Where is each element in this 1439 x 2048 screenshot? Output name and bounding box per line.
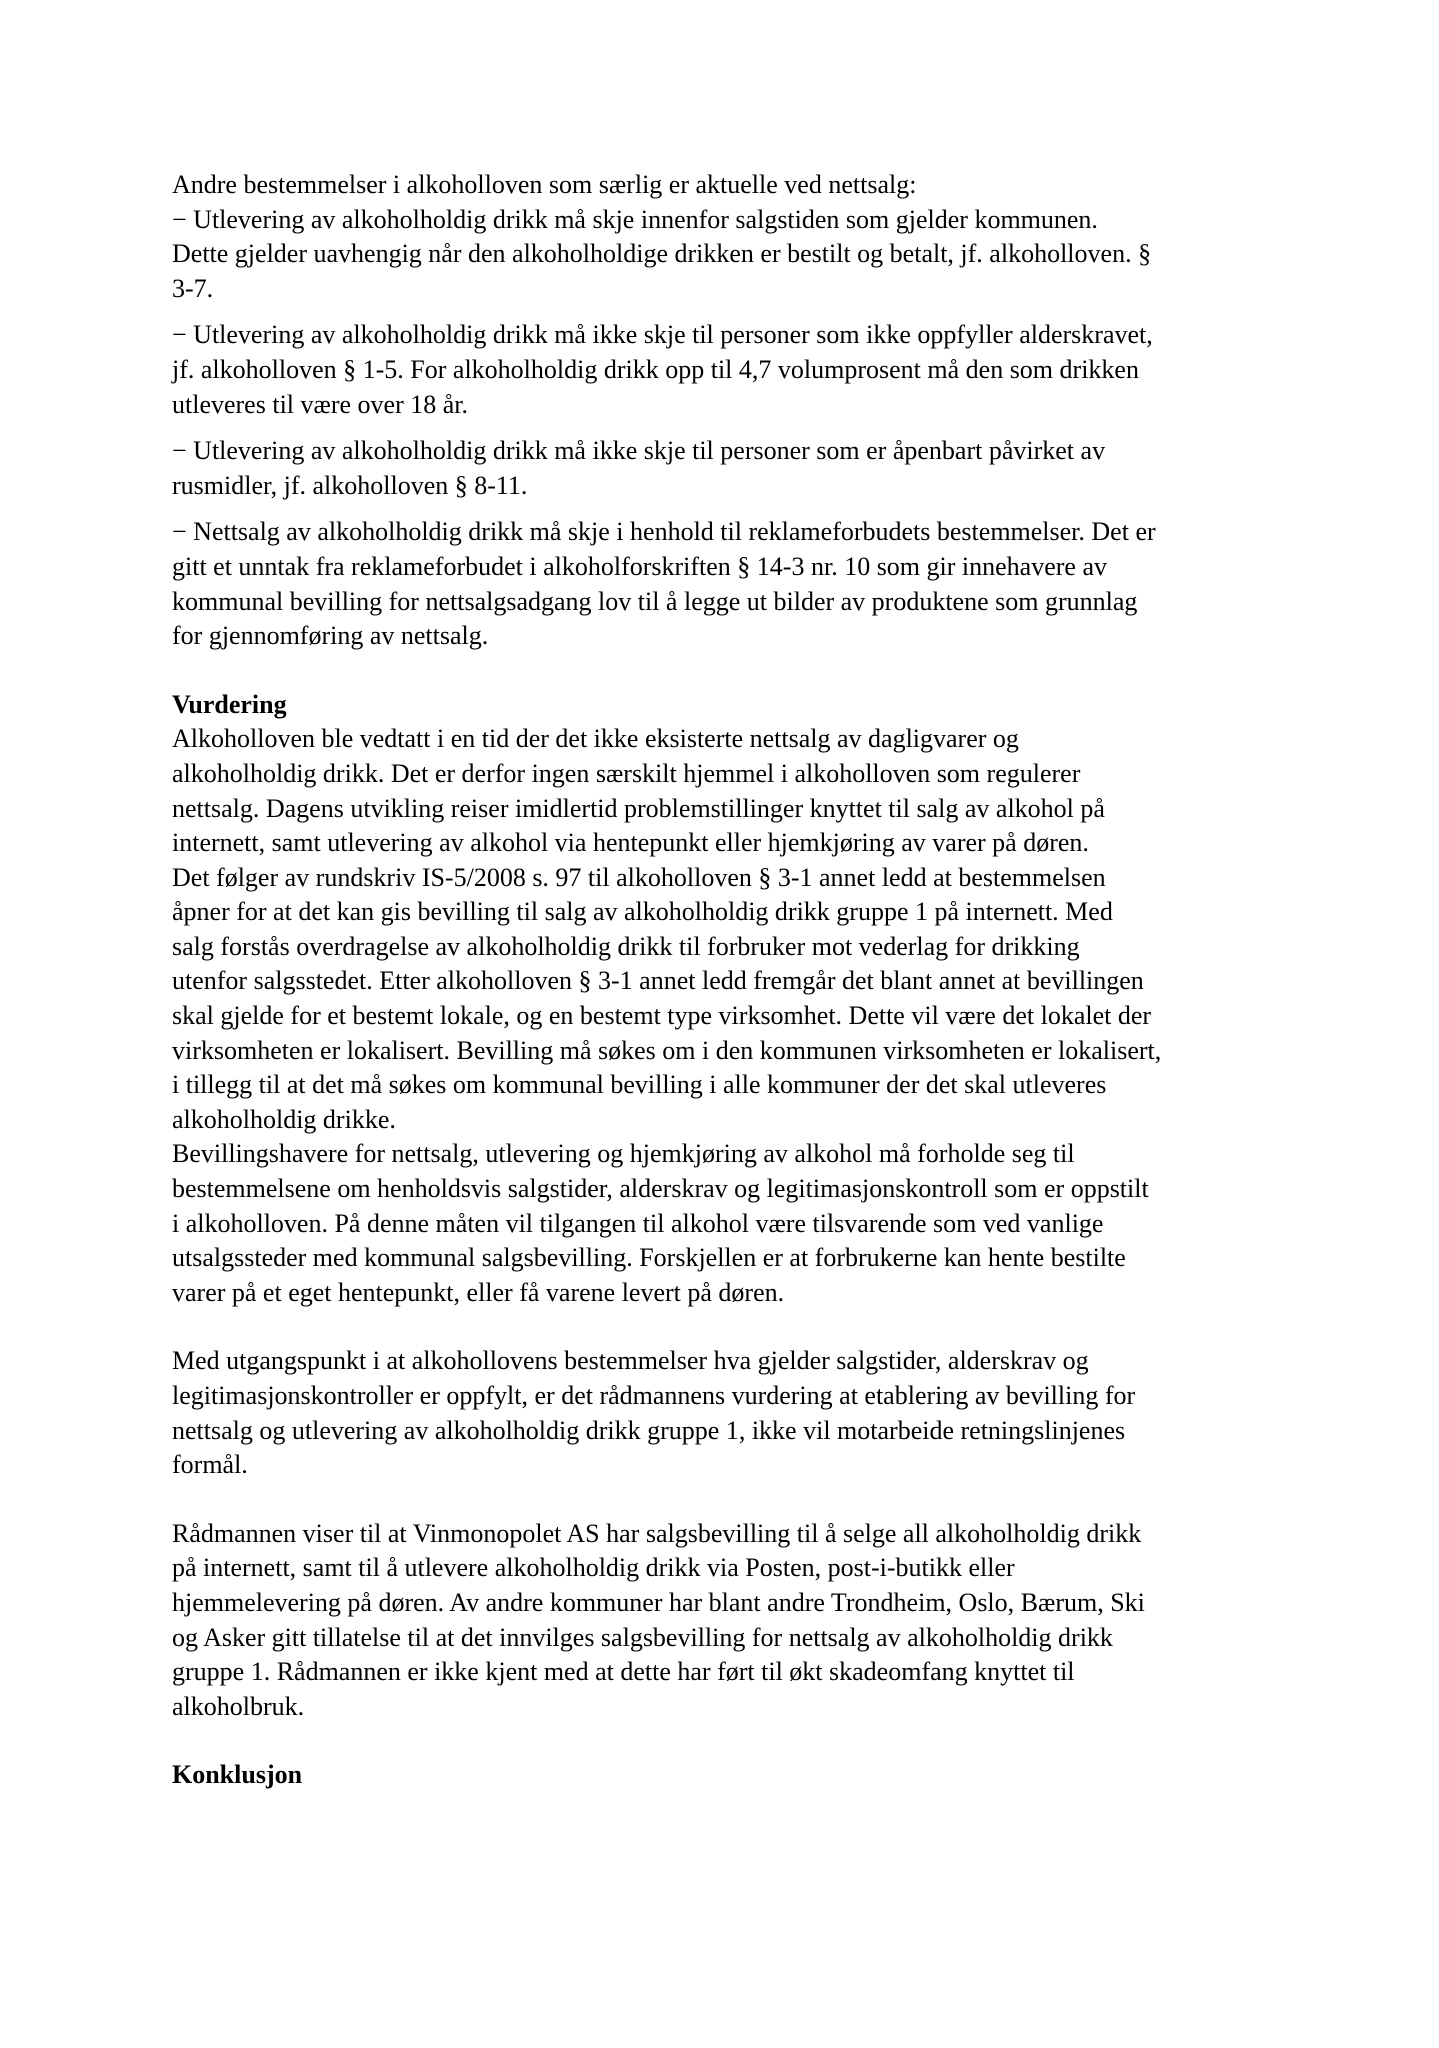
text-line: bestemmelsene om henholdsvis salgstider, alderskrav og legitimasjonskontroll som er oppstilt [172, 1174, 1149, 1204]
text-line: og Asker gitt tillatelse til at det innvilges salgsbevilling for nettsalg av alkoholholdig drikk [172, 1622, 1113, 1652]
text-line: nettsalg og utlevering av alkoholholdig drikk gruppe 1, ikke vil motarbeide retningslinjenes [172, 1415, 1126, 1445]
text-line: jf. alkoholloven § 1-5. For alkoholholdig drikk opp til 4,7 volumprosent må den som drikken [172, 354, 1139, 384]
text-line: rusmidler, jf. alkoholloven § 8-11. [172, 470, 528, 500]
text-line: utenfor salgsstedet. Etter alkoholloven § 3-1 annet ledd fremgår det blant annet at bevillingen [172, 966, 1144, 996]
text-line: Andre bestemmelser i alkoholloven som særlig er aktuelle ved nettsalg: [172, 170, 917, 199]
text-line: i tillegg til at det må søkes om kommunal bevilling i alle kommuner der det skal utleveres [172, 1070, 1107, 1100]
intro-paragraph [172, 168, 1282, 306]
text-line: 3-7. [172, 273, 214, 303]
paragraph-vinmonopolet [172, 1517, 1282, 1725]
text-line: på internett, samt til å utlevere alkoholholdig drikk via Posten, post-i-butikk eller [172, 1553, 1015, 1583]
bullet-age-requirement [172, 318, 1282, 422]
text-line: skal gjelde for et bestemt lokale, og en bestemt type virksomhet. Dette vil være det lokalet der [172, 1001, 1152, 1031]
text-line: Med utgangspunkt i at alkohollovens bestemmelser hva gjelder salgstider, alderskrav og [172, 1346, 1089, 1376]
text-line: for gjennomføring av nettsalg. [172, 621, 489, 651]
text-line: alkoholholdig drikke. [172, 1104, 396, 1134]
text-line: formål. [172, 1450, 248, 1480]
text-line: alkoholholdig drikk. Det er derfor ingen særskilt hjemmel i alkoholloven som regulerer [172, 758, 1081, 788]
bullet-intoxication [172, 434, 1282, 503]
text-line: salg forstås overdragelse av alkoholholdig drikk til forbruker mot vederlag for drikking [172, 931, 1080, 961]
text-line: varer på et eget hentepunkt, eller få varene levert på døren. [172, 1277, 785, 1307]
text-line: utsalgssteder med kommunal salgsbevilling. Forskjellen er at forbrukerne kan hente bestilte [172, 1243, 1126, 1273]
text-line: utleveres til være over 18 år. [172, 389, 469, 419]
text-line: i alkoholloven. På denne måten vil tilgangen til alkohol være tilsvarende som ved vanlige [172, 1208, 1104, 1238]
paragraph-assessment [172, 1344, 1282, 1482]
text-line: Dette gjelder uavhengig når den alkoholholdige drikken er bestilt og betalt, jf. alkoholloven. § [172, 239, 1152, 269]
section-heading-vurdering: Vurdering [172, 689, 287, 719]
section-vurdering [172, 688, 1282, 1311]
text-line: legitimasjonskontroller er oppfylt, er det rådmannens vurdering at etablering av bevilling for [172, 1381, 1136, 1410]
bullet-advertising [172, 515, 1282, 653]
text-line: åpner for at det kan gis bevilling til salg av alkoholholdig drikk gruppe 1 på internett. Med [172, 897, 1113, 927]
text-line: nettsalg. Dagens utvikling reiser imidlertid problemstillinger knyttet til salg av alkohol på [172, 793, 1105, 823]
text-line: Det følger av rundskriv IS-5/2008 s. 97 til alkoholloven § 3-1 annet ledd at bestemmelsen [172, 862, 1106, 892]
section-heading-konklusjon: Konklusjon [172, 1760, 303, 1790]
text-line: virksomheten er lokalisert. Bevilling må søkes om i den kommunen virksomheten er lokalisert, [172, 1035, 1162, 1065]
text-line: internett, samt utlevering av alkohol via hentepunkt eller hjemkjøring av varer på døren. [172, 828, 1089, 858]
section-konklusjon [172, 1758, 1282, 1793]
document-page [172, 168, 1282, 1793]
text-line: − Nettsalg av alkoholholdig drikk må skje i henhold til reklameforbudets bestemmelser. Det er [172, 517, 1156, 547]
text-line: Alkoholloven ble vedtatt i en tid der det ikke eksisterte nettsalg av dagligvarer og [172, 724, 1019, 754]
text-line: − Utlevering av alkoholholdig drikk må ikke skje til personer som ikke oppfyller alderskravet, [172, 320, 1153, 350]
text-line: kommunal bevilling for nettsalgsadgang lov til å legge ut bilder av produktene som grunnlag [172, 586, 1138, 616]
text-line: gruppe 1. Rådmannen er ikke kjent med at dette har ført til økt skadeomfang knyttet til [172, 1657, 1075, 1687]
text-line: Bevillingshavere for nettsalg, utlevering og hjemkjøring av alkohol må forholde seg til [172, 1139, 1075, 1169]
text-line: − Utlevering av alkoholholdig drikk må ikke skje til personer som er åpenbart påvirket av [172, 436, 1106, 466]
text-line: Rådmannen viser til at Vinmonopolet AS har salgsbevilling til å selge all alkoholholdig drikk [172, 1518, 1142, 1548]
text-line: hjemmelevering på døren. Av andre kommuner har blant andre Trondheim, Oslo, Bærum, Ski [172, 1587, 1145, 1617]
text-line: − Utlevering av alkoholholdig drikk må skje innenfor salgstiden som gjelder kommunen. [172, 204, 1098, 234]
text-line: alkoholbruk. [172, 1691, 305, 1721]
text-line: gitt et unntak fra reklameforbudet i alkoholforskriften § 14-3 nr. 10 som gir innehavere av [172, 551, 1107, 581]
